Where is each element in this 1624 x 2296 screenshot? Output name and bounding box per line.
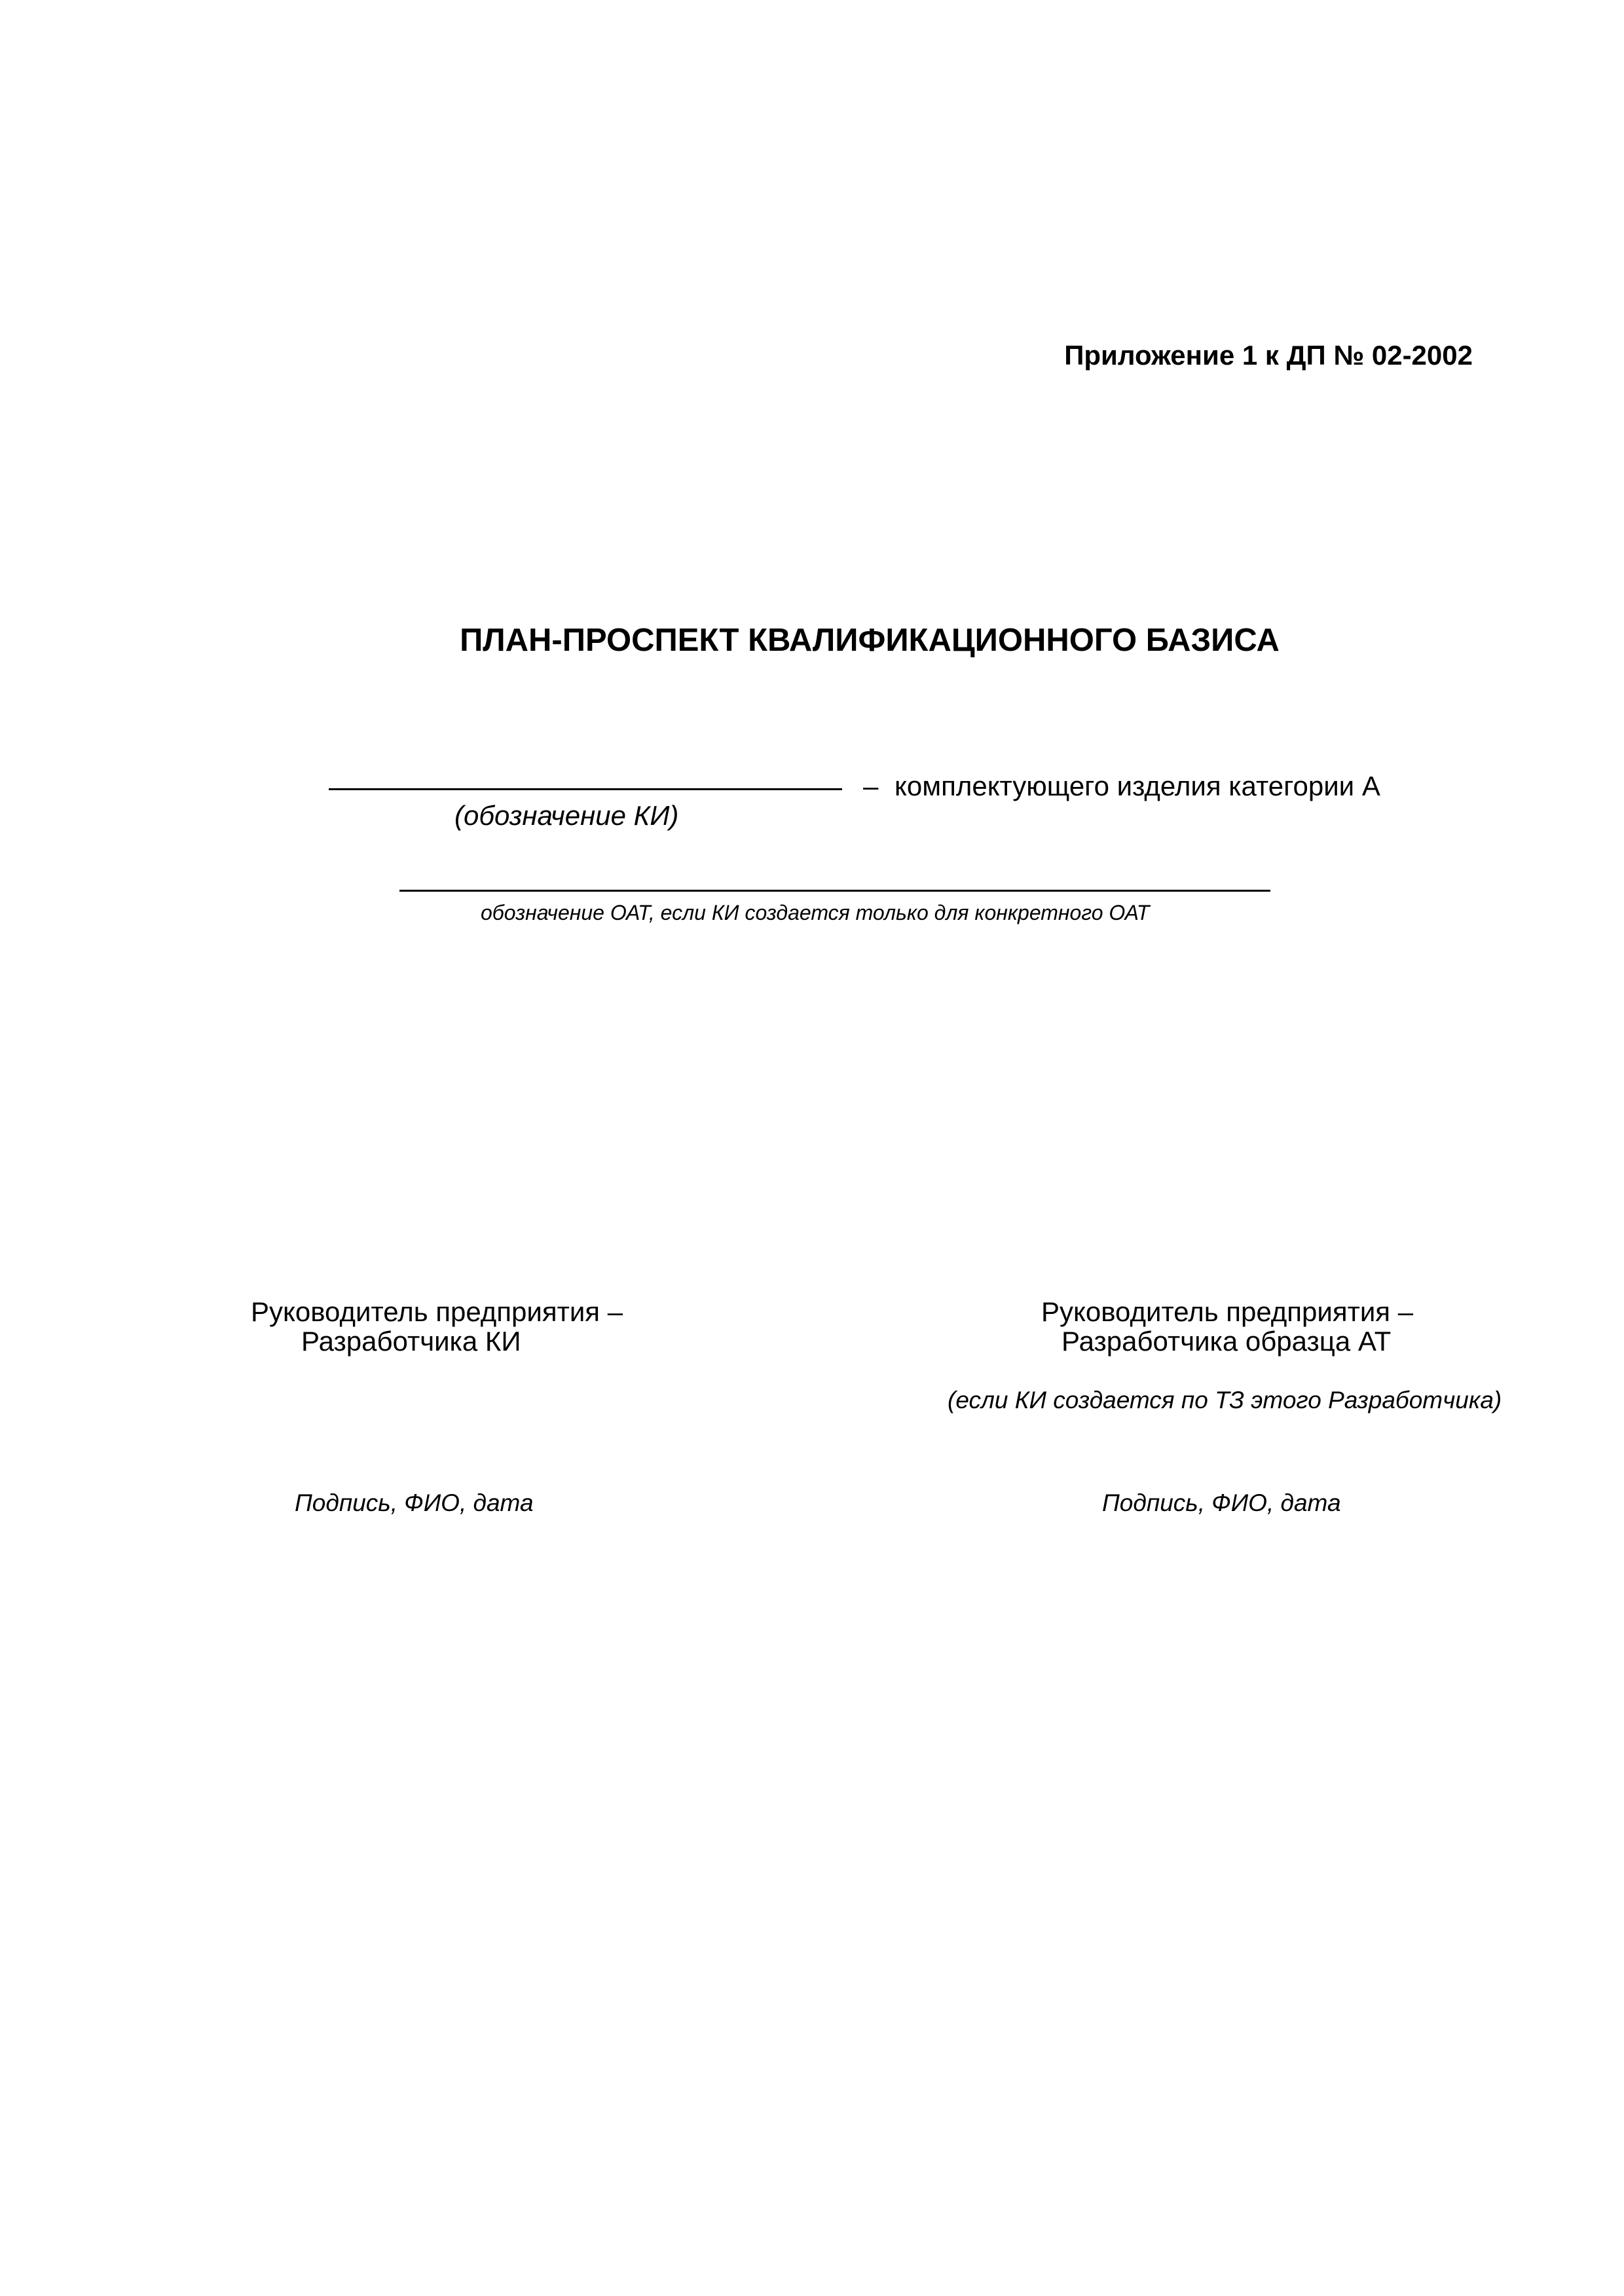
left-signatory-title: Руководитель предприятия – <box>251 1296 623 1327</box>
ki-designation-caption: (обозначение КИ) <box>454 800 679 831</box>
document-title: ПЛАН-ПРОСПЕКТ КВАЛИФИКАЦИОННОГО БАЗИСА <box>460 623 1280 658</box>
component-category-text: комплектующего изделия категории А <box>895 771 1380 801</box>
right-signatory-role: Разработчика образца АТ <box>1061 1326 1392 1357</box>
right-signatory-title: Руководитель предприятия – <box>1041 1296 1414 1327</box>
oat-designation-caption: обозначение ОАТ, если КИ создается только для конкретного ОАТ <box>481 901 1150 924</box>
oat-designation-line <box>399 890 1270 892</box>
right-signatory-note: (если КИ создается по ТЗ этого Разработчика) <box>948 1387 1502 1413</box>
designation-dash: – <box>863 771 879 801</box>
left-signature-caption: Подпись, ФИО, дата <box>295 1489 534 1516</box>
right-signature-caption: Подпись, ФИО, дата <box>1102 1489 1341 1516</box>
left-signatory-role: Разработчика КИ <box>301 1326 521 1357</box>
ki-designation-line <box>329 788 842 790</box>
appendix-reference: Приложение 1 к ДП № 02-2002 <box>1064 340 1473 371</box>
